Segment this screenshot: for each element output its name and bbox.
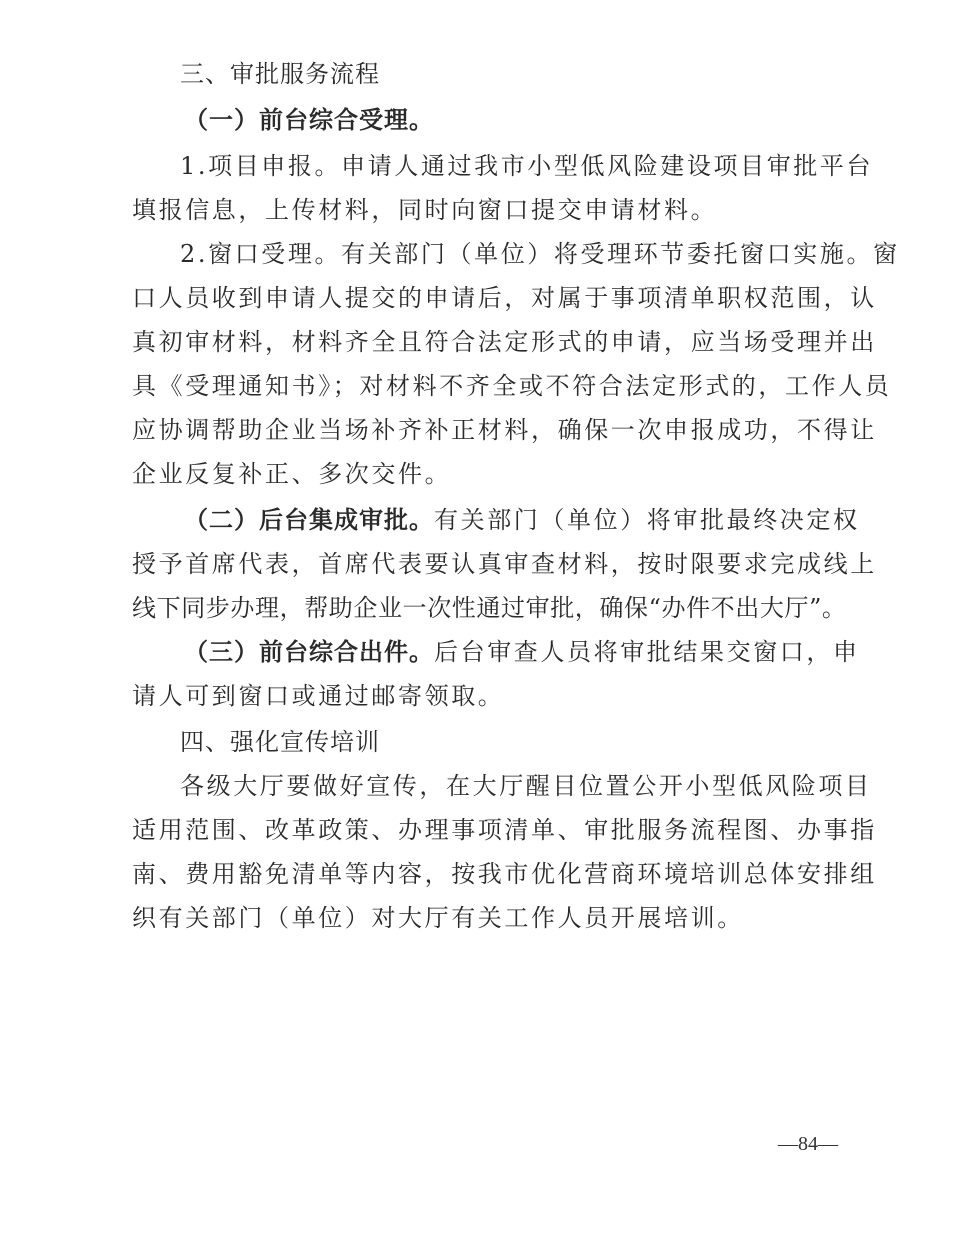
subsection-2-paragraph bbox=[184, 498, 904, 542]
page-number: —84— bbox=[778, 1133, 838, 1155]
paragraph-line: 填报信息，上传材料，同时向窗口提交申请材料。 bbox=[132, 196, 718, 224]
paragraph-line: 口人员收到申请人提交的申请后，对属于事项清单职权范围，认 bbox=[132, 284, 877, 312]
paragraph-line: 企业反复补正、多次交件。 bbox=[132, 460, 452, 488]
paragraph-line: 具《受理通知书》；对材料不齐全或不符合法定形式的，工作人员 bbox=[132, 372, 892, 400]
paragraph-line: 适用范围、改革政策、办理事项清单、审批服务流程图、办事指 bbox=[132, 816, 877, 844]
paragraph-line: 真初审材料，材料齐全且符合法定形式的申请，应当场受理并出 bbox=[132, 328, 877, 356]
paragraph-line: 应协调帮助企业当场补齐补正材料，确保一次申报成功，不得让 bbox=[132, 416, 877, 444]
paragraph-line: 南、费用豁免清单等内容，按我市优化营商环境培训总体安排组 bbox=[132, 860, 877, 888]
section-4-heading: 四、强化宣传培训 bbox=[180, 728, 380, 756]
paragraph-line: 2.窗口受理。有关部门（单位）将受理环节委托窗口实施。窗 bbox=[180, 240, 900, 268]
paragraph-line: 织有关部门（单位）对大厅有关工作人员开展培训。 bbox=[132, 904, 744, 932]
subsection-2-title: （二）后台集成审批。 bbox=[184, 506, 434, 534]
paragraph-line: 授予首席代表，首席代表要认真审查材料，按时限要求完成线上 bbox=[132, 550, 877, 578]
paragraph-line: 1.项目申报。申请人通过我市小型低风险建设项目审批平台 bbox=[180, 152, 874, 180]
paragraph-line: 后台审查人员将审批结果交窗口，申 bbox=[434, 638, 860, 666]
paragraph-line: 线下同步办理，帮助企业一次性通过审批，确保“办件不出大厅”。 bbox=[132, 594, 847, 622]
section-3-heading: 三、审批服务流程 bbox=[180, 60, 380, 88]
paragraph-line: 有关部门（单位）将审批最终决定权 bbox=[434, 506, 860, 534]
subsection-3-title: （三）前台综合出件。 bbox=[184, 638, 434, 666]
paragraph-line: 各级大厅要做好宣传，在大厅醒目位置公开小型低风险项目 bbox=[180, 772, 872, 800]
subsection-1-title: （一）前台综合受理。 bbox=[184, 106, 434, 134]
paragraph-line: 请人可到窗口或通过邮寄领取。 bbox=[132, 682, 505, 710]
subsection-3-paragraph bbox=[184, 630, 904, 674]
